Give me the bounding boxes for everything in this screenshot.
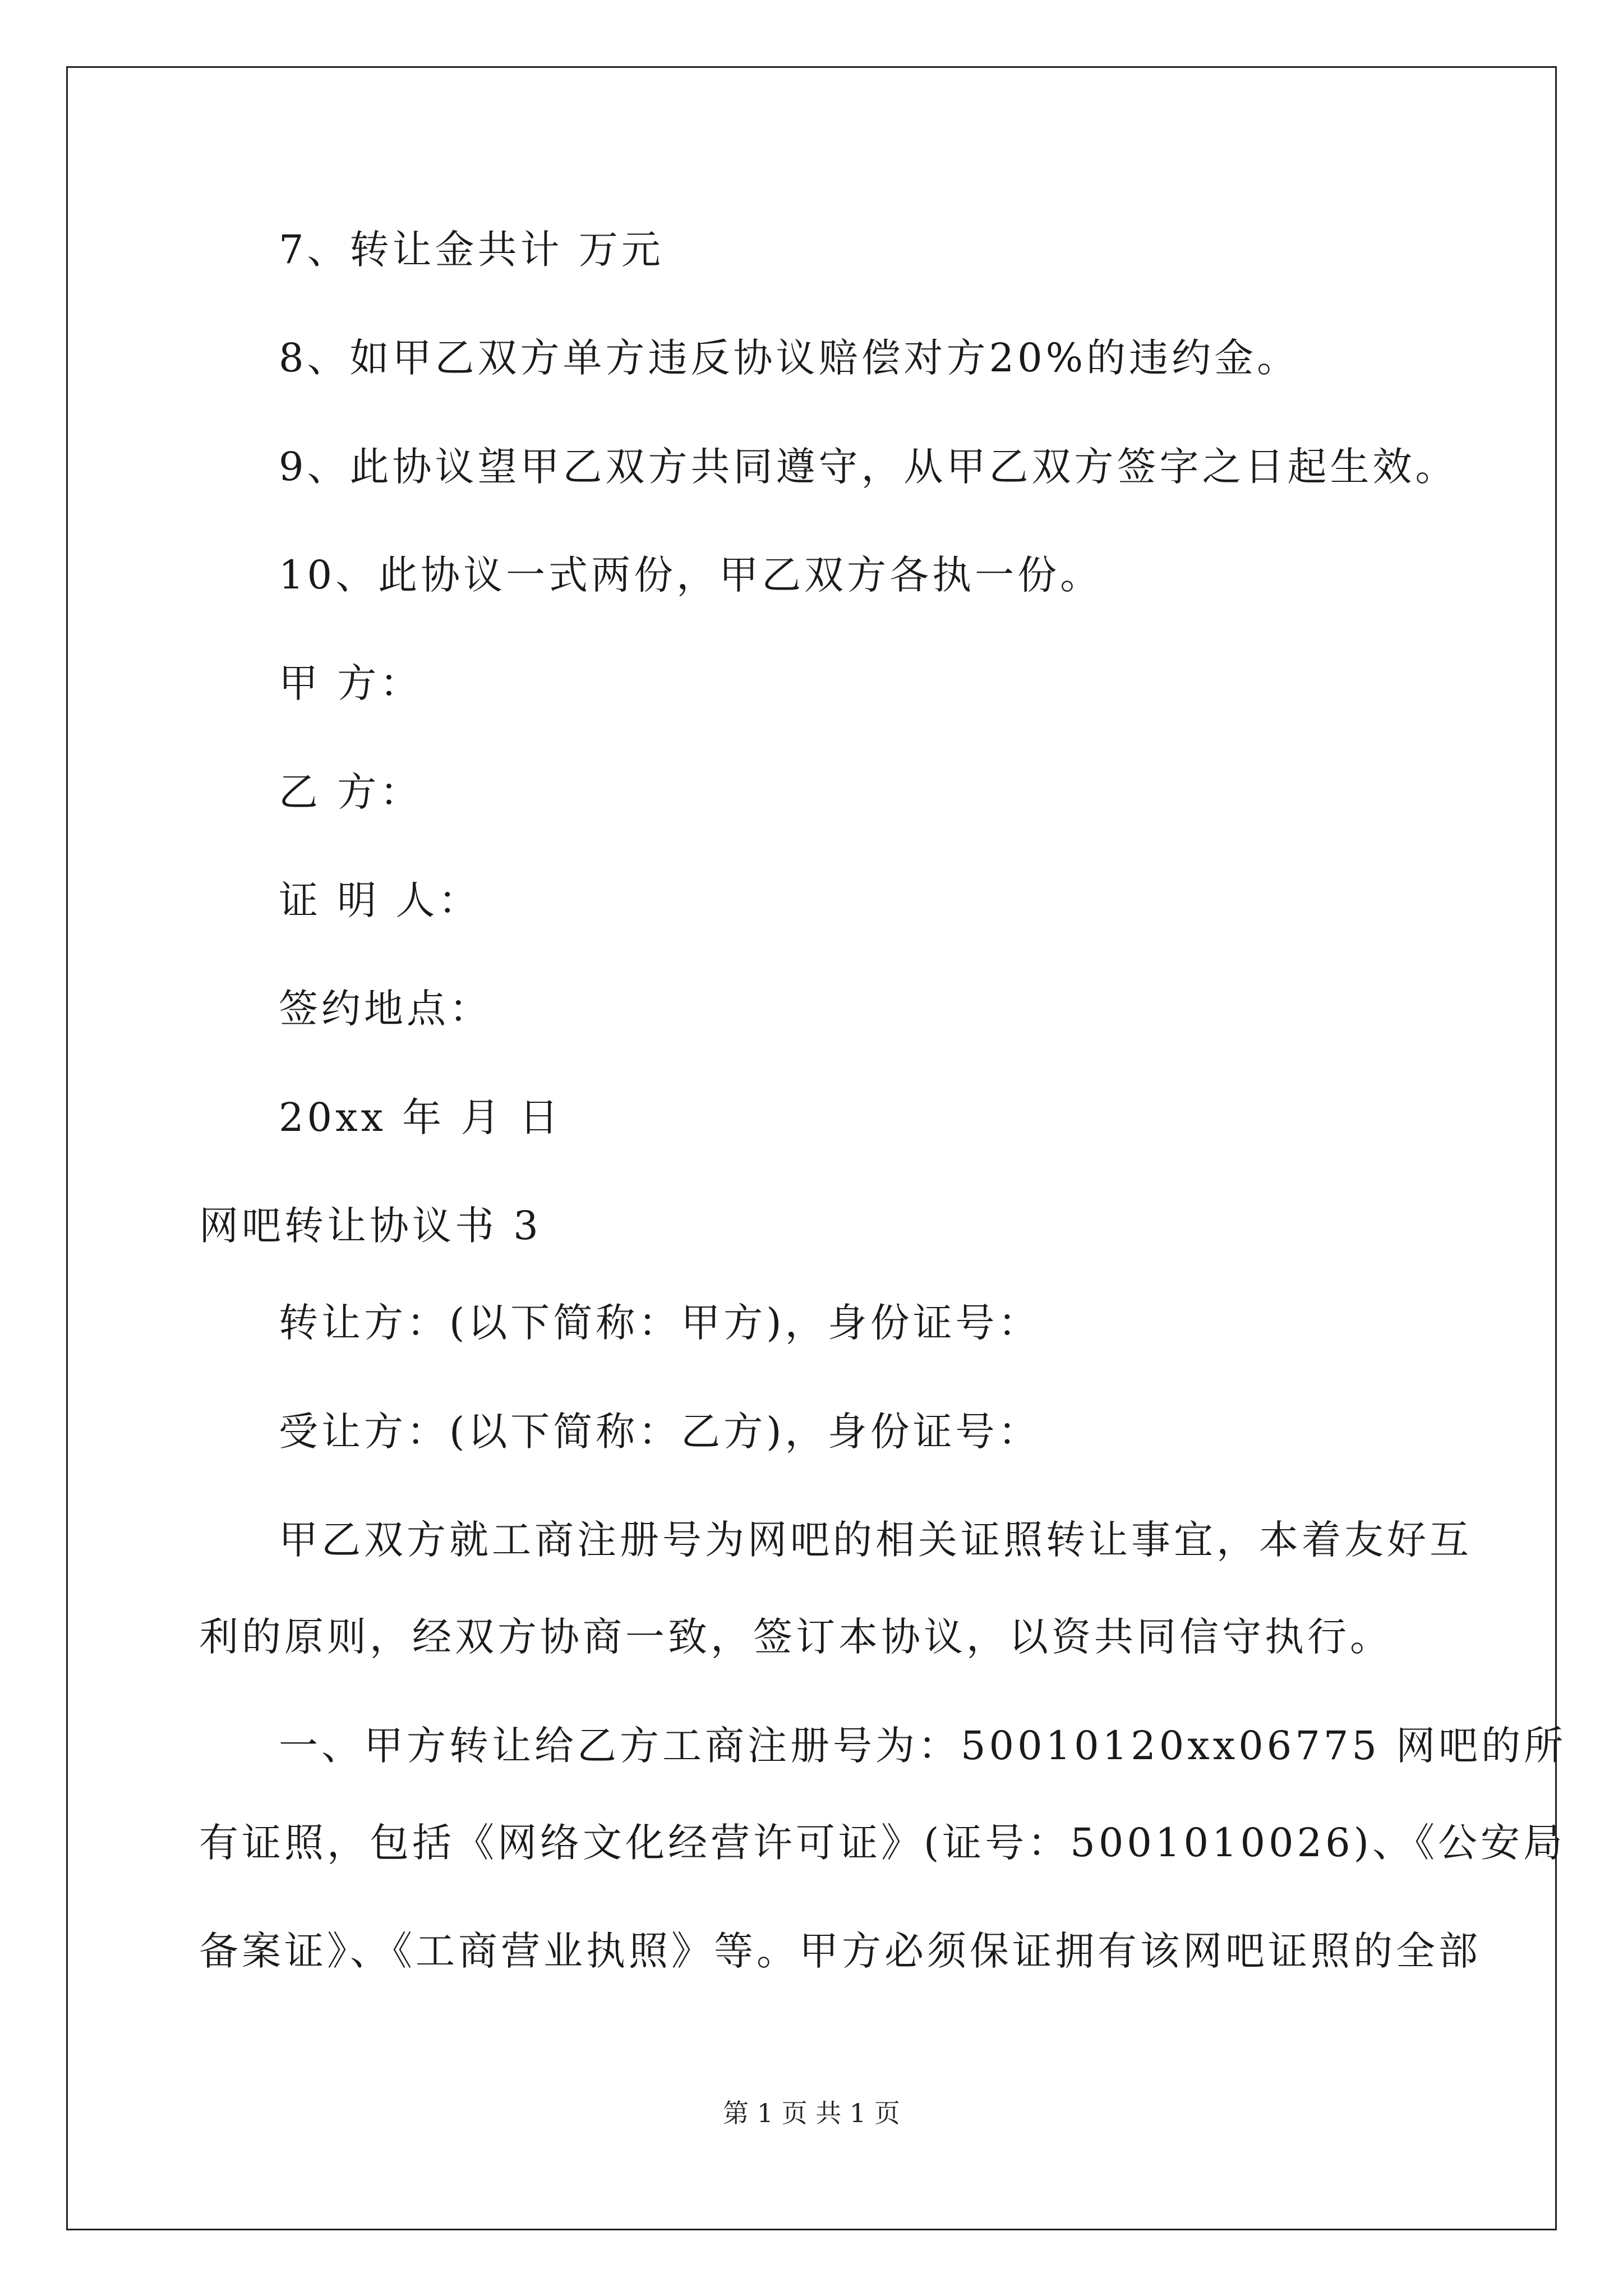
- preamble-line-1: 甲乙双方就工商注册号为网吧的相关证照转让事宜，本着友好互: [279, 1517, 1472, 1563]
- witness-signature: 证 明 人：: [279, 877, 481, 923]
- preamble-line-2: 利的原则，经双方协商一致，签订本协议，以资共同信守执行。: [199, 1614, 1393, 1660]
- signing-date: 20xx 年 月 日: [279, 1094, 562, 1140]
- signing-location: 签约地点：: [279, 986, 492, 1032]
- clause-7: 7、转让金共计 万元: [279, 227, 664, 273]
- article-1-line-1: 一、甲方转让给乙方工商注册号为：50010120xx06775 网吧的所: [279, 1723, 1567, 1769]
- clause-9: 9、此协议望甲乙双方共同遵守，从甲乙双方签字之日起生效。: [279, 444, 1458, 490]
- party-b-signature: 乙 方：: [279, 769, 423, 815]
- transferee-line: 受让方：(以下简称：乙方)，身份证号：: [279, 1409, 1041, 1455]
- party-a-signature: 甲 方：: [279, 660, 423, 706]
- page-border: [66, 66, 1557, 2230]
- page-number-footer: 第 1 页 共 1 页: [723, 2098, 900, 2128]
- article-1-line-3: 备案证》、《工商营业执照》等。甲方必须保证拥有该网吧证照的全部: [199, 1928, 1481, 1974]
- transferor-line: 转让方：(以下简称：甲方)，身份证号：: [279, 1300, 1041, 1346]
- clause-8: 8、如甲乙双方单方违反协议赔偿对方20%的违约金。: [279, 335, 1300, 381]
- section-title: 网吧转让协议书 3: [199, 1203, 542, 1249]
- clause-10: 10、此协议一式两份，甲乙双方各执一份。: [279, 552, 1103, 598]
- article-1-line-2: 有证照，包括《网络文化经营许可证》(证号：5001010026)、《公安局: [199, 1820, 1566, 1866]
